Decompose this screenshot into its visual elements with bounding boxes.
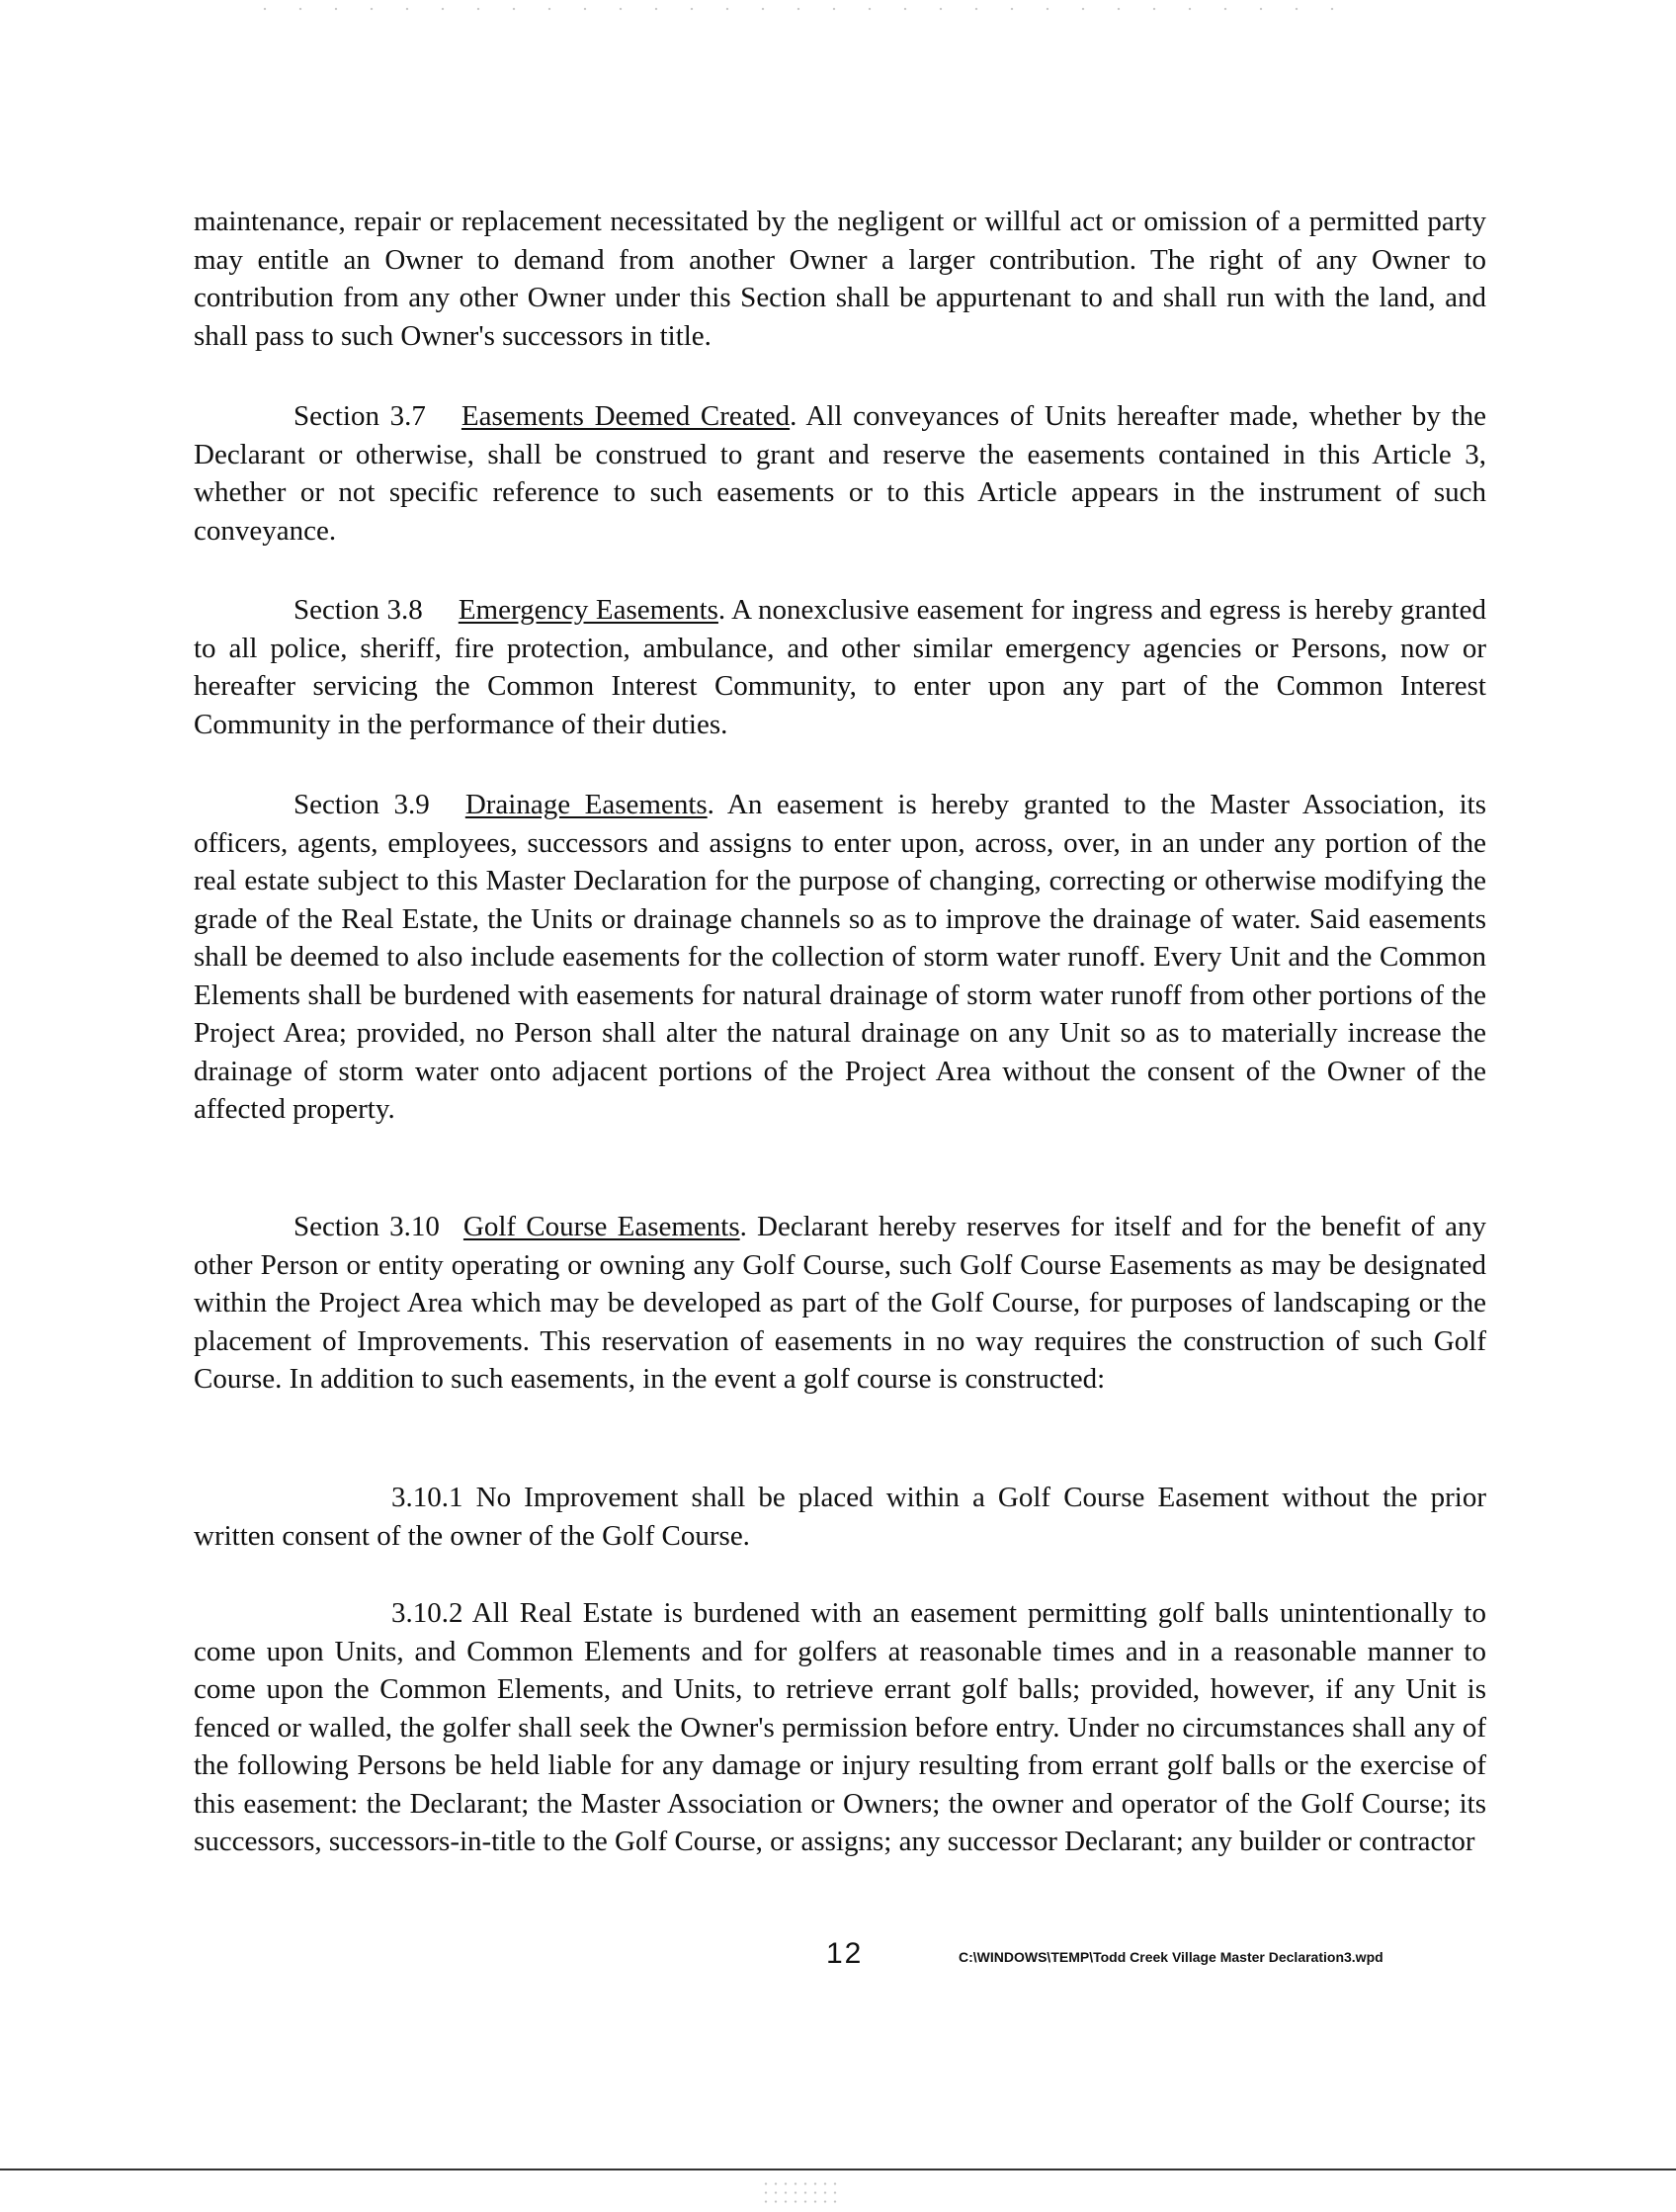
subsection-text: No Improvement shall be placed within a Golf Course Easement without the prior written consent of the owner of the Golf Course.	[194, 1482, 1486, 1552]
section-3-8	[194, 591, 1486, 743]
section-heading: Emergency Easements	[458, 594, 718, 626]
section-heading: Golf Course Easements	[462, 1211, 740, 1242]
bottom-rule	[0, 2169, 1676, 2170]
section-heading: Drainage Easements	[464, 789, 708, 820]
section-number: Section 3.9	[293, 789, 430, 820]
subsection-3-10-2	[194, 1594, 1486, 1861]
section-number: Section 3.10	[293, 1211, 440, 1242]
subsection-number: 3.10.2	[391, 1597, 463, 1629]
section-text: . An easement is hereby granted to the Master Association, its officers, agents, employees, successors and assigns to enter upon, across, over, in an under any portion of the real estate subject to this Master Declaration for the purpose of changing, correcting or otherwise modifying the grade of the Real Estate, the Units or drainage channels so as to improve the drainage of water. Said easements shall be deemed to also include easements for the collection of storm water runoff. Every Unit and the Common Elements shall be burdened with easements for natural drainage of storm water runoff from other portions of the Project Area; provided, no Person shall alter the natural drainage on any Unit so as to materially increase the drainage of storm water onto adjacent portions of the Project Area without the consent of the Owner of the affected property.	[194, 789, 1486, 1125]
subsection-number: 3.10.1	[391, 1482, 463, 1513]
section-number: Section 3.8	[293, 594, 423, 626]
scan-artifact-bottom	[761, 2179, 840, 2207]
section-heading: Easements Deemed Created	[461, 400, 791, 432]
section-3-10	[194, 1208, 1486, 1399]
footer-file-path: C:\WINDOWS\TEMP\Todd Creek Village Master Declaration3.wpd	[959, 1949, 1383, 1965]
section-3-7	[194, 397, 1486, 550]
page-number: 12	[826, 1937, 864, 1970]
section-number: Section 3.7	[293, 400, 426, 432]
scan-artifact-top	[247, 6, 1334, 12]
subsection-3-10-1	[194, 1479, 1486, 1555]
section-3-9	[194, 786, 1486, 1129]
section-text: . A nonexclusive easement for ingress and egress is hereby granted to all police, sheriff, fire protection, ambulance, and other similar emergency agencies or Persons, now or hereafter servicing the Common Interest Community, to enter upon any part of the Common Interest Community in the performance of their duties.	[194, 594, 1486, 740]
section-text: . All conveyances of Units hereafter made, whether by the Declarant or otherwise, shall be construed to grant and reserve the easements contained in this Article 3, whether or not specific reference to such easements or to this Article appears in the instrument of such conveyance.	[194, 400, 1486, 547]
subsection-text: All Real Estate is burdened with an easement permitting golf balls unintentionally to come upon Units, and Common Elements and for golfers at reasonable times and in a reasonable manner to come upon the Common Elements, and Units, to retrieve errant golf balls; provided, however, if any Unit is fenced or walled, the golfer shall seek the Owner's permission before entry. Under no circumstances shall any of the following Persons be held liable for any damage or injury resulting from errant golf balls or the exercise of this easement: the Declarant; the Master Association or Owners; the owner and operator of the Golf Course; its successors, successors-in-title to the Golf Course, or assigns; any successor Declarant; any builder or contractor	[194, 1597, 1486, 1857]
section-text: . Declarant hereby reserves for itself and for the benefit of any other Person or entity operating or owning any Golf Course, such Golf Course Easements as may be designated within the Project Area which may be developed as part of the Golf Course, for purposes of landscaping or the placement of Improvements. This reservation of easements in no way requires the construction of such Golf Course. In addition to such easements, in the event a golf course is constructed:	[194, 1211, 1486, 1395]
paragraph-text: maintenance, repair or replacement necessitated by the negligent or willful act or omission of a permitted party may entitle an Owner to demand from another Owner a larger contribution. The right of any Owner to contribution from any other Owner under this Section shall be appurtenant to and shall run with the land, and shall pass to such Owner's successors in title.	[194, 206, 1486, 352]
paragraph-carryover	[194, 203, 1486, 355]
